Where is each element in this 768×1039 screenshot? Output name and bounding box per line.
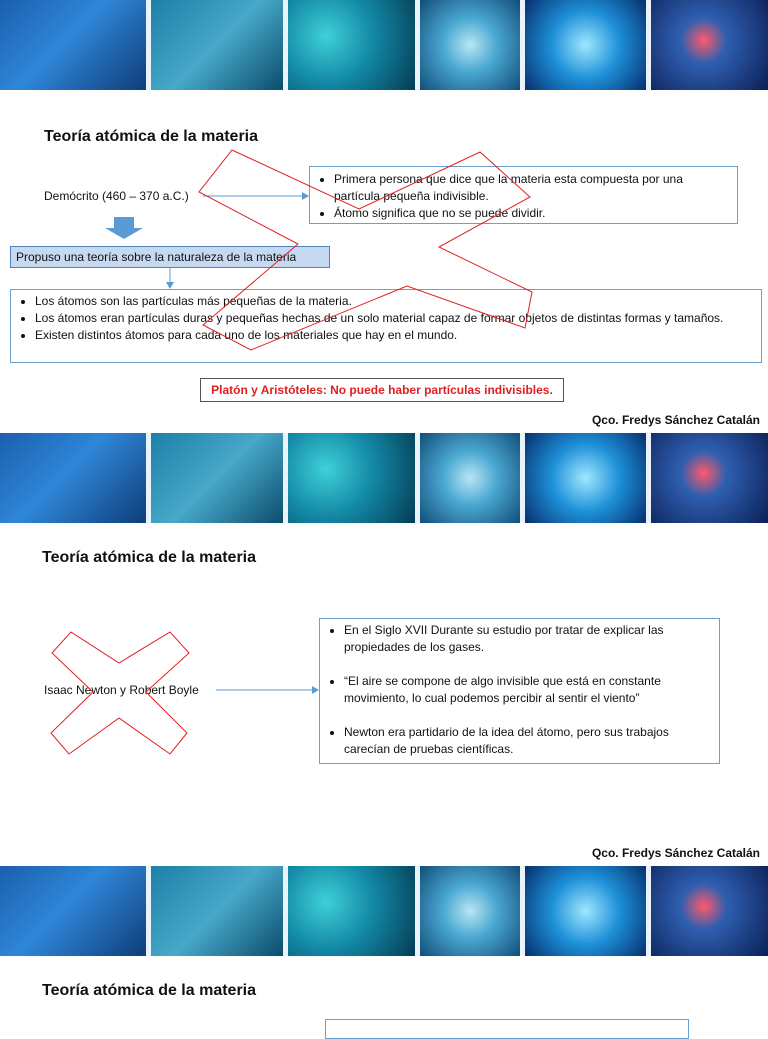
arrow-head bbox=[302, 192, 309, 200]
slide2-title: Teoría atómica de la materia bbox=[42, 549, 257, 566]
slide1-warning-note: Platón y Aristóteles: No puede haber partículas indivisibles. bbox=[200, 378, 564, 402]
slide1-person-label: Demócrito (460 – 370 a.C.) bbox=[44, 189, 189, 203]
slide1-proposal-box: Propuso una teoría sobre la naturaleza de la materia bbox=[10, 246, 330, 268]
red-cross-icon bbox=[51, 632, 189, 754]
list-item: • Primera persona que dice que la materia esta compuesta por una partícula pequeña indivisible. bbox=[334, 171, 731, 205]
slide3-title: Teoría atómica de la materia bbox=[42, 982, 257, 999]
slide1-title: Teoría atómica de la materia bbox=[44, 128, 259, 145]
slide1-signature: Qco. Fredys Sánchez Catalán bbox=[591, 413, 760, 427]
list-item: • “El aire se compone de algo invisible que está en constante movimiento, lo cual podemos percibir al sentir el viento” bbox=[344, 673, 711, 707]
slide2-signature: Qco. Fredys Sánchez Catalán bbox=[591, 846, 760, 860]
list-item: • Los átomos eran partículas duras y pequeñas hechas de un solo material capaz de formar objetos de distintas formas y tamaños. bbox=[35, 310, 753, 327]
list-item: • Átomo significa que no se puede dividir. bbox=[334, 205, 731, 222]
list-item: • Los átomos son las partículas más pequeñas de la materia. bbox=[35, 293, 753, 310]
red-cross-icon bbox=[199, 150, 532, 350]
list-item: • Existen distintos átomos para cada uno de los materiales que hay en el mundo. bbox=[35, 327, 753, 344]
arrow-head bbox=[166, 282, 174, 289]
list-item: • En el Siglo XVII Durante su estudio por tratar de explicar las propiedades de los gases. bbox=[344, 622, 711, 656]
down-block-arrow bbox=[105, 217, 143, 239]
slide2-person-label: Isaac Newton y Robert Boyle bbox=[44, 683, 199, 697]
arrow-head bbox=[312, 686, 319, 694]
list-item: • Newton era partidario de la idea del átomo, pero sus trabajos carecían de pruebas científicas. bbox=[344, 724, 711, 758]
